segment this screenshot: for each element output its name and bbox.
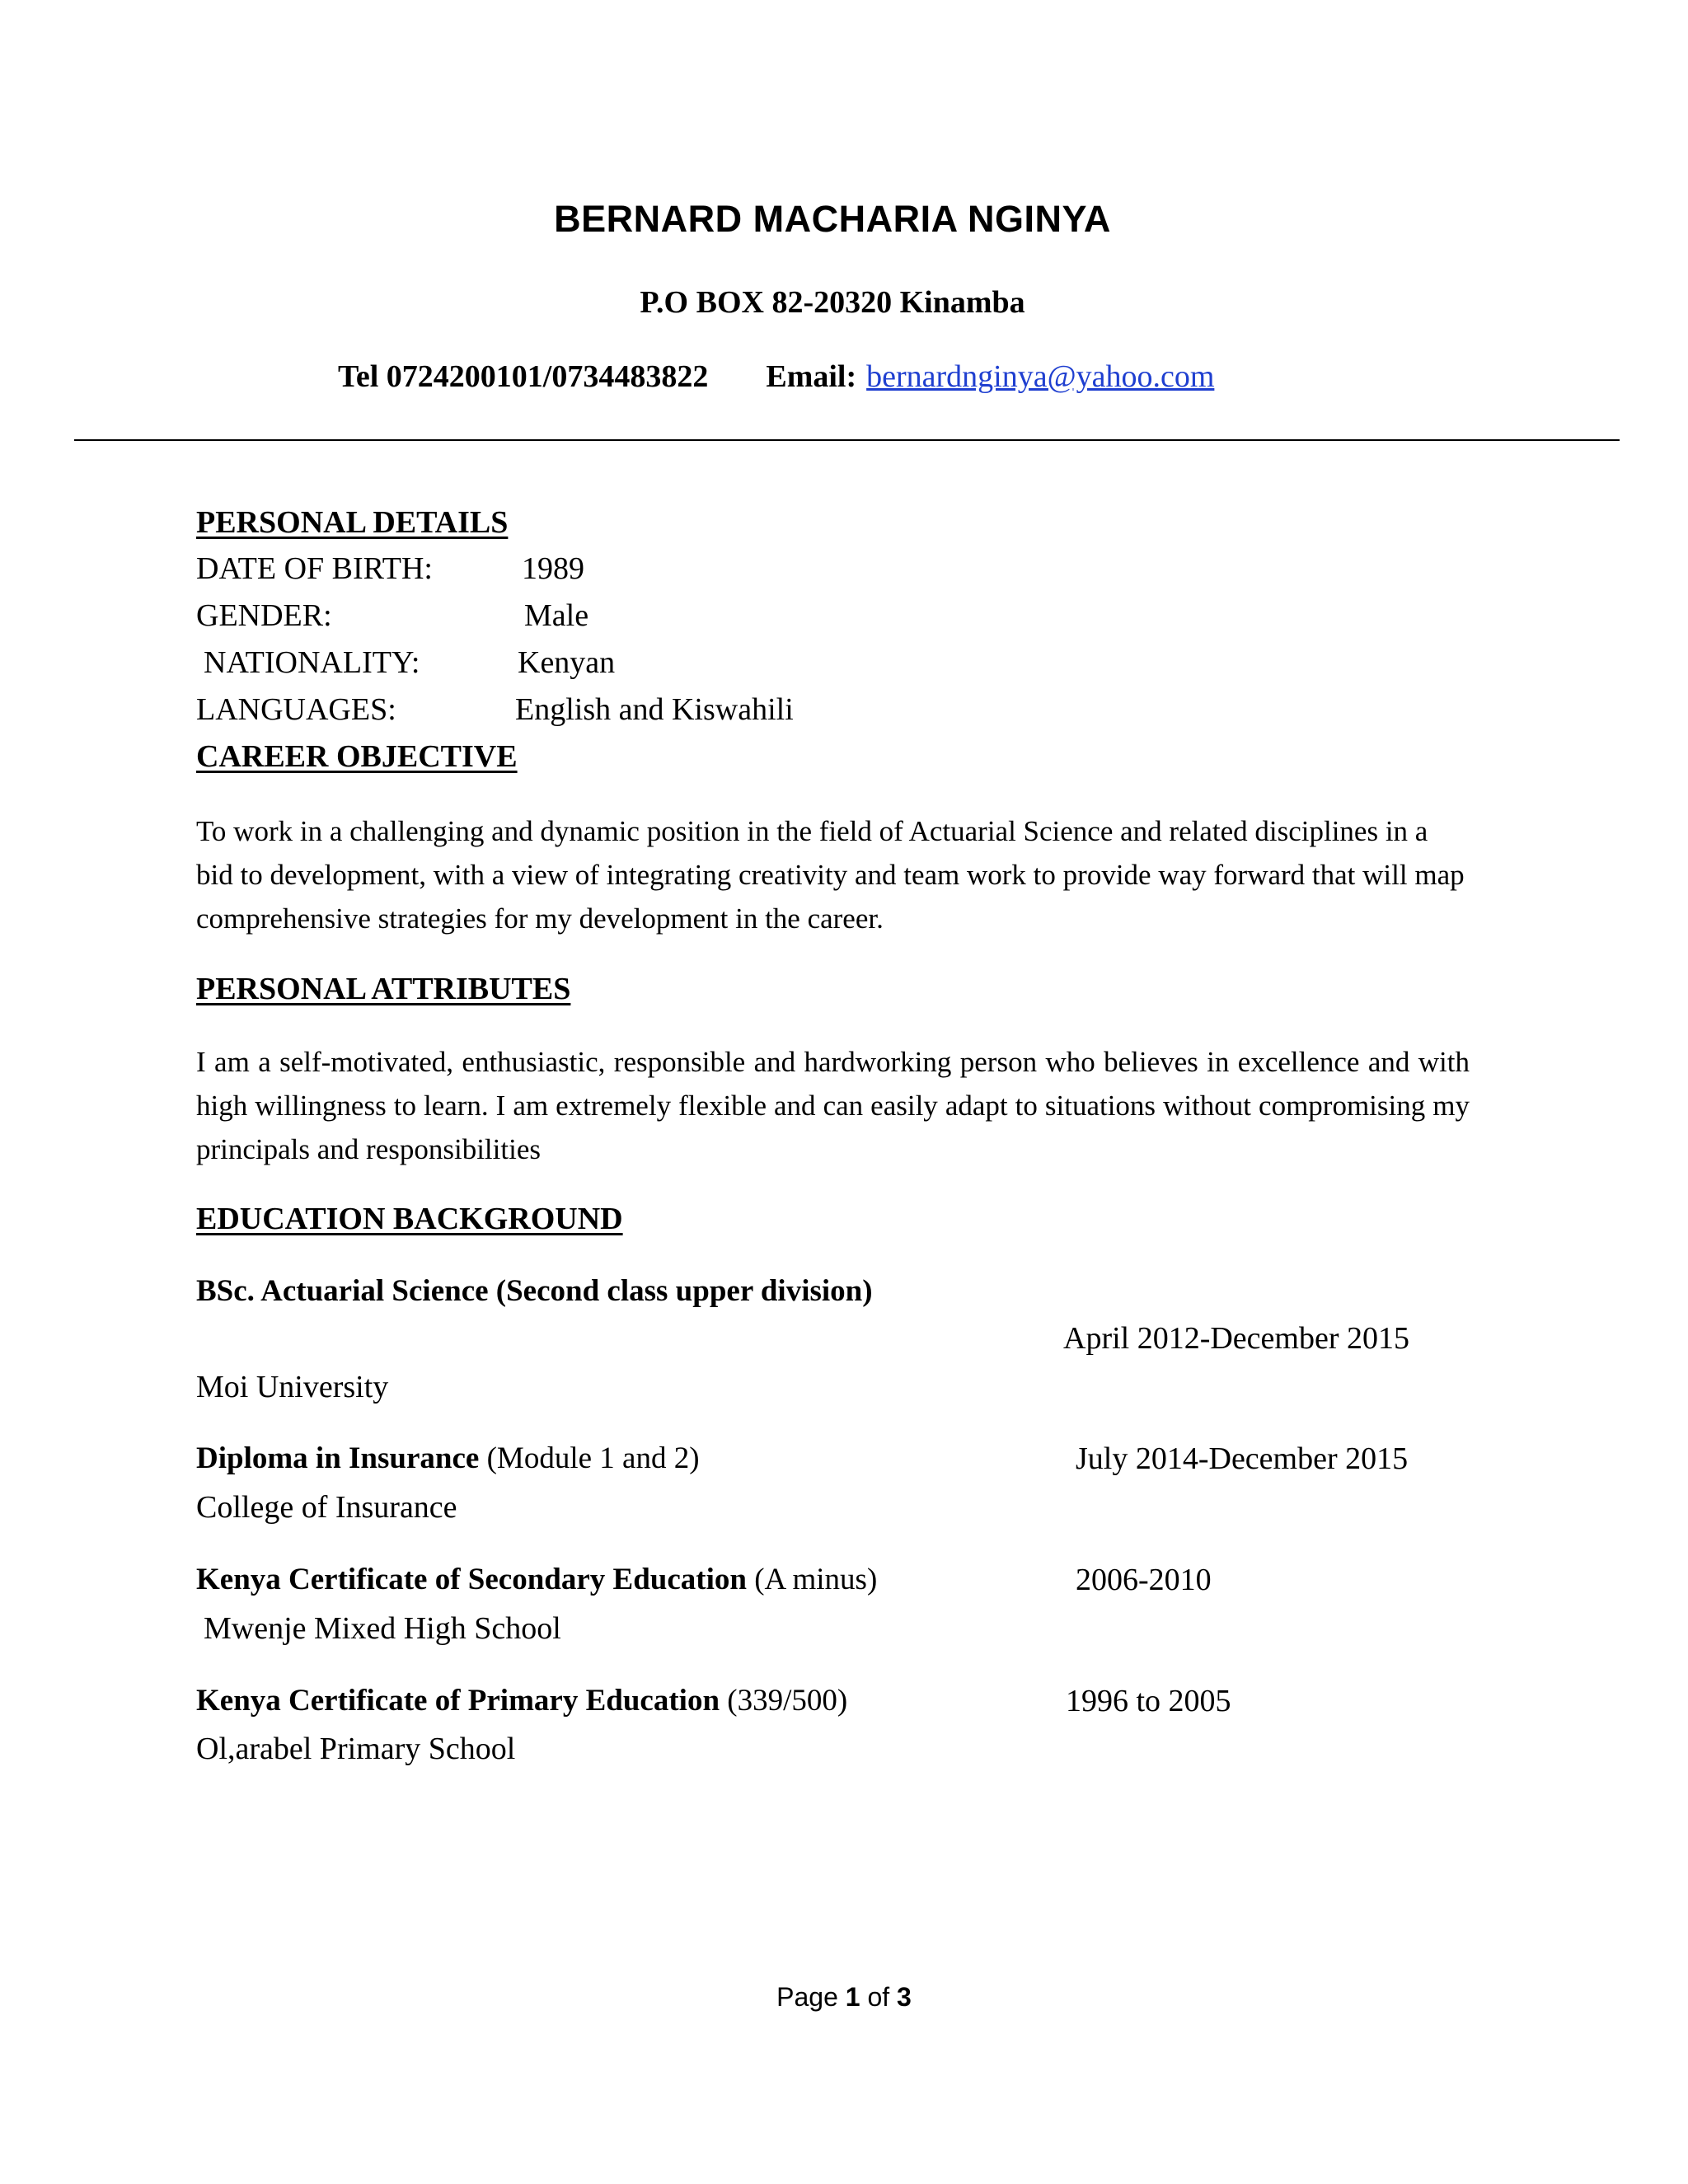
detail-value: Male (524, 598, 589, 633)
detail-label: LANGUAGES: (196, 692, 396, 727)
education-detail: (339/500) (727, 1684, 848, 1718)
page-current: 1 (845, 1982, 860, 2012)
detail-label: NATIONALITY: (204, 645, 420, 680)
email-link[interactable]: bernardnginya@yahoo.com (866, 359, 1215, 394)
education-degree: Kenya Certificate of Primary Education (196, 1684, 720, 1718)
education-heading: EDUCATION BACKGROUND (196, 1202, 623, 1236)
education-dates: July 2014-December 2015 (1076, 1441, 1409, 1476)
contact-line (338, 359, 1214, 395)
personal-attributes-text: I am a self-motivated, enthusiastic, responsible and hardworking person who believes in excellence and with high willingness to learn. I am extremely flexible and can easily adapt to situations without compromising my principals and responsibilities (196, 1046, 1470, 1165)
detail-value: English and Kiswahili (515, 692, 794, 727)
education-dates: 2006-2010 (1076, 1563, 1212, 1597)
education-dates: April 2012-December 2015 (1063, 1321, 1409, 1356)
education-institution: Mwenje Mixed High School (204, 1611, 561, 1646)
education-degree: BSc. Actuarial Science (Second class upper division) (196, 1274, 873, 1308)
personal-attributes-heading: PERSONAL ATTRIBUTES (196, 972, 571, 1006)
page-number (0, 1982, 1688, 2013)
education-title (196, 1441, 700, 1476)
detail-label: GENDER: (196, 598, 332, 633)
page-total: 3 (897, 1982, 912, 2012)
header-divider (74, 439, 1620, 441)
detail-value: 1989 (522, 551, 584, 586)
email-label: Email: (766, 359, 857, 394)
education-title (196, 1562, 877, 1597)
personal-details-heading: PERSONAL DETAILS (196, 505, 509, 540)
education-detail: (Module 1 and 2) (486, 1441, 700, 1475)
education-institution: College of Insurance (196, 1490, 457, 1525)
education-detail: (A minus) (754, 1563, 878, 1596)
education-dates: 1996 to 2005 (1066, 1684, 1231, 1718)
telephone: Tel 0724200101/0734483822 (338, 359, 709, 394)
detail-row-dob (196, 551, 584, 587)
education-institution: Ol,arabel Primary School (196, 1732, 516, 1766)
detail-value: Kenyan (518, 645, 616, 680)
career-objective-heading: CAREER OBJECTIVE (196, 739, 518, 774)
career-objective-text: To work in a challenging and dynamic position in the field of Actuarial Science and related disciplines in a bid to development, with a view of integrating creativity and team work to provide way forward that will map comprehensive strategies for my development in the career. (196, 815, 1465, 935)
detail-label: DATE OF BIRTH: (196, 551, 433, 586)
detail-row-gender (196, 598, 589, 634)
education-title (196, 1683, 847, 1718)
education-title (196, 1273, 873, 1309)
candidate-name: BERNARD MACHARIA NGINYA (554, 198, 1111, 240)
detail-row-languages (196, 691, 794, 728)
detail-row-nationality (204, 644, 616, 681)
of-word: of (867, 1982, 890, 2012)
postal-address: P.O BOX 82-20320 Kinamba (640, 285, 1025, 320)
education-degree: Kenya Certificate of Secondary Education (196, 1563, 747, 1596)
education-degree: Diploma in Insurance (196, 1441, 480, 1475)
education-institution: Moi University (196, 1370, 389, 1404)
page-word: Page (776, 1982, 838, 2012)
